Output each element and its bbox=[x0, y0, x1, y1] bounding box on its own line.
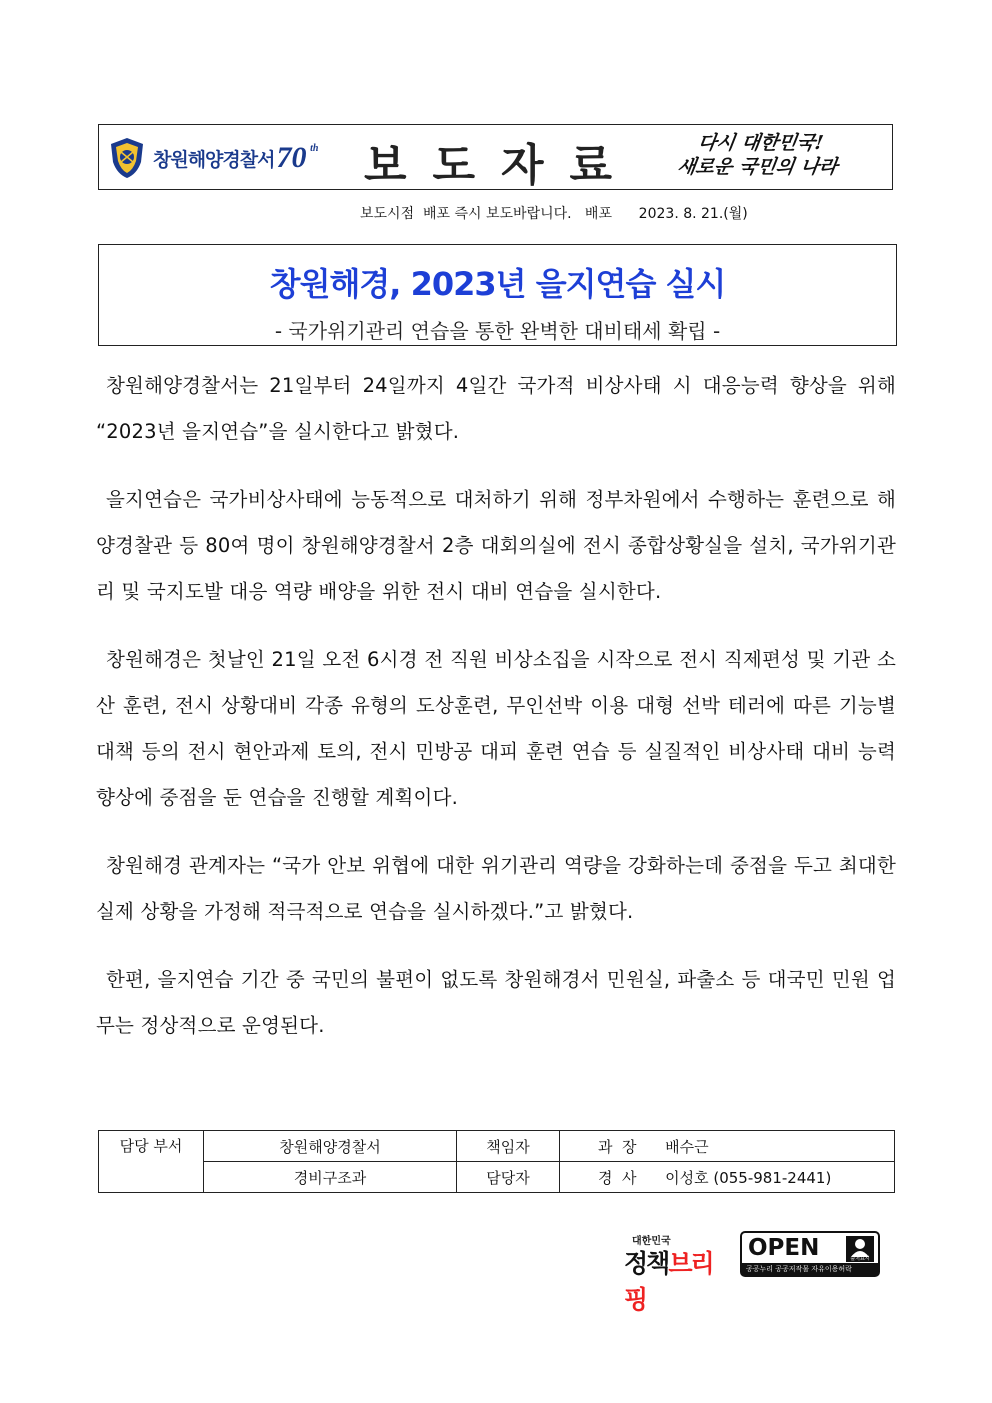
contact-row-1 bbox=[99, 1131, 895, 1162]
briefing-word-b: 브리핑 bbox=[624, 1249, 713, 1314]
paragraph-4: 창원해경 관계자는 “국가 안보 위협에 대한 위기관리 역량을 강화하는데 중점을 두고 최대한 실제 상황을 가정해 적극적으로 연습을 실시하겠다.”고 밝혔다. bbox=[96, 854, 896, 923]
attribution-person-label: 출처표시 bbox=[850, 1256, 870, 1262]
org-line-1: 창원해양경찰서 bbox=[204, 1131, 457, 1162]
anniversary-suffix: th bbox=[310, 143, 319, 154]
subheadline: - 국가위기관리 연습을 통한 완벽한 대비태세 확립 - bbox=[274, 319, 721, 343]
open-license-badge bbox=[740, 1231, 880, 1277]
person-contact: 경 사 이성호 (055-981-2441) bbox=[560, 1162, 895, 1193]
paragraph-1: 창원해양경찰서는 21일부터 24일까지 4일간 국가적 비상사태 시 대응능력 향상을 위해 “2023년 을지연습”을 실시한다고 밝혔다. bbox=[96, 374, 896, 443]
role-responsible: 책임자 bbox=[457, 1131, 560, 1162]
article-body bbox=[96, 363, 896, 1071]
headline: 창원해경, 2023년 을지연습 실시 bbox=[269, 265, 726, 303]
agency-logo bbox=[107, 135, 319, 181]
briefing-word-a: 정책 bbox=[624, 1249, 669, 1278]
title-box bbox=[98, 244, 897, 346]
briefing-small-text: 대한민국 bbox=[632, 1236, 671, 1247]
policy-briefing-logo bbox=[622, 1230, 732, 1314]
paragraph-3: 창원해경은 첫날인 21일 오전 6시경 전 직원 비상소집을 시작으로 전시 직제편성 및 기관 소산 훈련, 전시 상황대비 각종 유형의 도상훈련, 무인선박 이용 대형 선박 테러에 따른 기능별 대책 등의 전시 현안과제 토의, 전시 민방공 대피 훈련 연습 등 실질적인 비상사태 대비 능력 향상에 중점을 둔 연습을 진행할 계획이다. bbox=[96, 648, 896, 809]
org-line-2: 경비구조과 bbox=[204, 1162, 457, 1193]
press-header bbox=[98, 124, 893, 190]
release-info: 보도시점 배포 즉시 보도바랍니다. 배포 2023. 8. 21.(월) bbox=[360, 206, 748, 222]
paragraph-5: 한편, 을지연습 기간 중 국민의 불편이 없도록 창원해경서 민원실, 파출소 등 대국민 민원 업무는 정상적으로 운영된다. bbox=[96, 968, 896, 1037]
dept-label: 담당 부서 bbox=[99, 1131, 204, 1193]
open-license-bar: 공공누리 공공저작물 자유이용허락 bbox=[742, 1263, 878, 1275]
briefing-big-text bbox=[624, 1244, 732, 1316]
police-emblem-icon bbox=[107, 136, 147, 180]
press-title: 보도자료 bbox=[364, 140, 639, 191]
org-name: 창원해양경찰서 bbox=[153, 148, 275, 171]
slogan-line-2: 새로운 국민의 나라 bbox=[675, 156, 839, 178]
contact-row-2 bbox=[99, 1162, 895, 1193]
slogan-line-1: 다시 대한민국! bbox=[696, 132, 825, 154]
paragraph-2: 을지연습은 국가비상사태에 능동적으로 대처하기 위해 정부차원에서 수행하는 훈련으로 해양경찰관 등 80여 명이 창원해양경찰서 2층 대회의실에 전시 종합상황실을 설치, 국가위기관리 및 국지도발 대응 역량 배양을 위한 전시 대비 연습을 실시한다. bbox=[96, 488, 896, 603]
footer-logos bbox=[622, 1228, 880, 1314]
contact-table bbox=[98, 1130, 895, 1193]
open-word: OPEN bbox=[748, 1235, 820, 1261]
attribution-person-icon bbox=[846, 1236, 874, 1262]
person-responsible: 과 장 배수근 bbox=[560, 1131, 895, 1162]
anniversary-mark bbox=[276, 141, 319, 175]
role-contact: 담당자 bbox=[457, 1162, 560, 1193]
slogan bbox=[641, 131, 878, 179]
anniversary-number: 70 bbox=[276, 141, 307, 174]
